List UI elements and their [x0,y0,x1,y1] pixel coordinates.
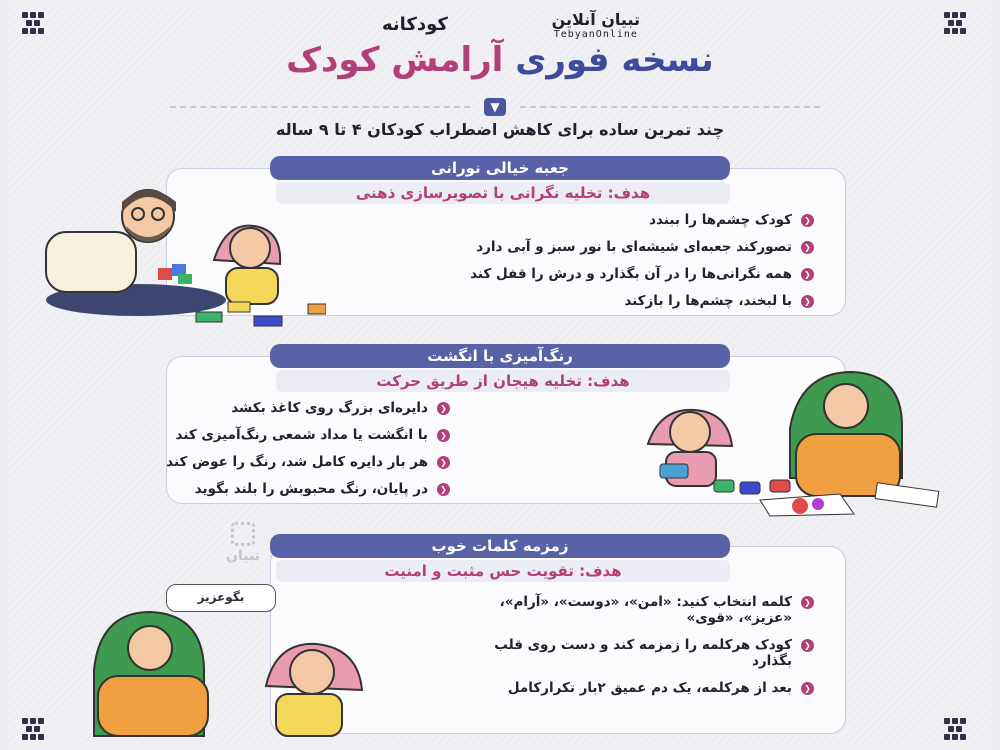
page-title [0,40,1000,80]
brand-fa: تبیان آنلاین [551,10,640,29]
watermark-logo-icon [231,522,255,546]
speech-bubble [166,584,276,612]
corner-pattern-icon [22,12,44,34]
list-item [90,481,450,497]
item-text: در پایان، رنگ محبوبش را بلند بگوید [194,481,428,497]
chevron-left-icon: ❮ [801,639,814,652]
arrow-down-icon: ▼ [484,98,506,116]
section-list-3 [484,594,814,707]
whispering-illustration [90,606,390,744]
tebyan-watermark [222,522,264,564]
divider-left [170,106,470,108]
chevron-left-icon: ❮ [437,456,450,469]
section-goal-1: هدف: تخلیه نگرانی با تصویرسازی ذهنی [276,182,730,204]
subtitle: چند تمرین ساده برای کاهش اضطراب کودکان ۴ تا ۹ ساله [275,120,725,139]
title-part2: آرامش کودک [286,40,504,80]
list-item [484,594,814,626]
chevron-left-icon: ❮ [437,429,450,442]
item-text: کلمه انتخاب کنید: «امن»، «دوست»، «آرام»، «عزیز»، «قوی» [499,594,792,626]
section-heading-1: جعبه خیالی نورانی [270,156,730,180]
chevron-left-icon: ❮ [801,682,814,695]
item-text: تصورکند جعبه‌ای شیشه‌ای با نور سبز و آبی دارد [476,239,792,255]
list-item [334,212,814,228]
item-text: کودک چشم‌ها را ببندد [649,212,792,228]
chevron-left-icon: ❮ [437,402,450,415]
section-goal-3: هدف: تقویت حس مثبت و امنیت [276,560,730,582]
list-item [484,637,814,669]
list-item [90,400,450,416]
chevron-left-icon: ❮ [801,295,814,308]
list-item [334,266,814,282]
section-heading-3: زمزمه کلمات خوب [270,534,730,558]
section-list-2 [90,400,450,508]
corner-pattern-icon [22,718,44,740]
kids-logo: کودکانه [382,14,448,35]
title-part1: نسخه فوری [515,40,714,80]
list-item [484,680,814,696]
corner-pattern-icon [944,12,966,34]
list-item [334,239,814,255]
list-item [334,293,814,309]
speech-bubble-text: بگوعزیز [197,590,245,604]
chevron-left-icon: ❮ [801,241,814,254]
item-text: بعد از هرکلمه، یک دم عمیق ۲بار تکرارکامل [507,680,792,696]
chevron-left-icon: ❮ [801,214,814,227]
chevron-left-icon: ❮ [801,596,814,609]
chevron-left-icon: ❮ [437,483,450,496]
tebyan-logo [552,10,640,40]
chevron-left-icon: ❮ [801,268,814,281]
watermark-text: تبیان [226,548,260,564]
finger-painting-illustration [640,368,950,518]
list-item [90,427,450,443]
item-text: با لبخند، چشم‌ها را بازکند [624,293,792,309]
divider-right [520,106,820,108]
section-list-1 [334,212,814,320]
corner-pattern-icon [944,718,966,740]
list-item [90,454,450,470]
item-text: با انگشت یا مداد شمعی رنگ‌آمیزی کند [175,427,428,443]
brand-en: TebyanOnline [553,29,638,40]
father-child-blocks-illustration [36,182,326,327]
section-heading-2: رنگ‌آمیزی با انگشت [270,344,730,368]
item-text: دایره‌ای بزرگ روی کاغذ بکشد [231,400,428,416]
section-goal-2: هدف: تخلیه هیجان از طریق حرکت [276,370,730,392]
item-text: همه نگرانی‌ها را در آن بگذارد و درش را قفل کند [470,266,792,282]
item-text: کودک هرکلمه را زمزمه کند و دست روی قلب بگذارد [494,637,792,669]
item-text: هر بار دایره کامل شد، رنگ را عوض کند [166,454,428,470]
